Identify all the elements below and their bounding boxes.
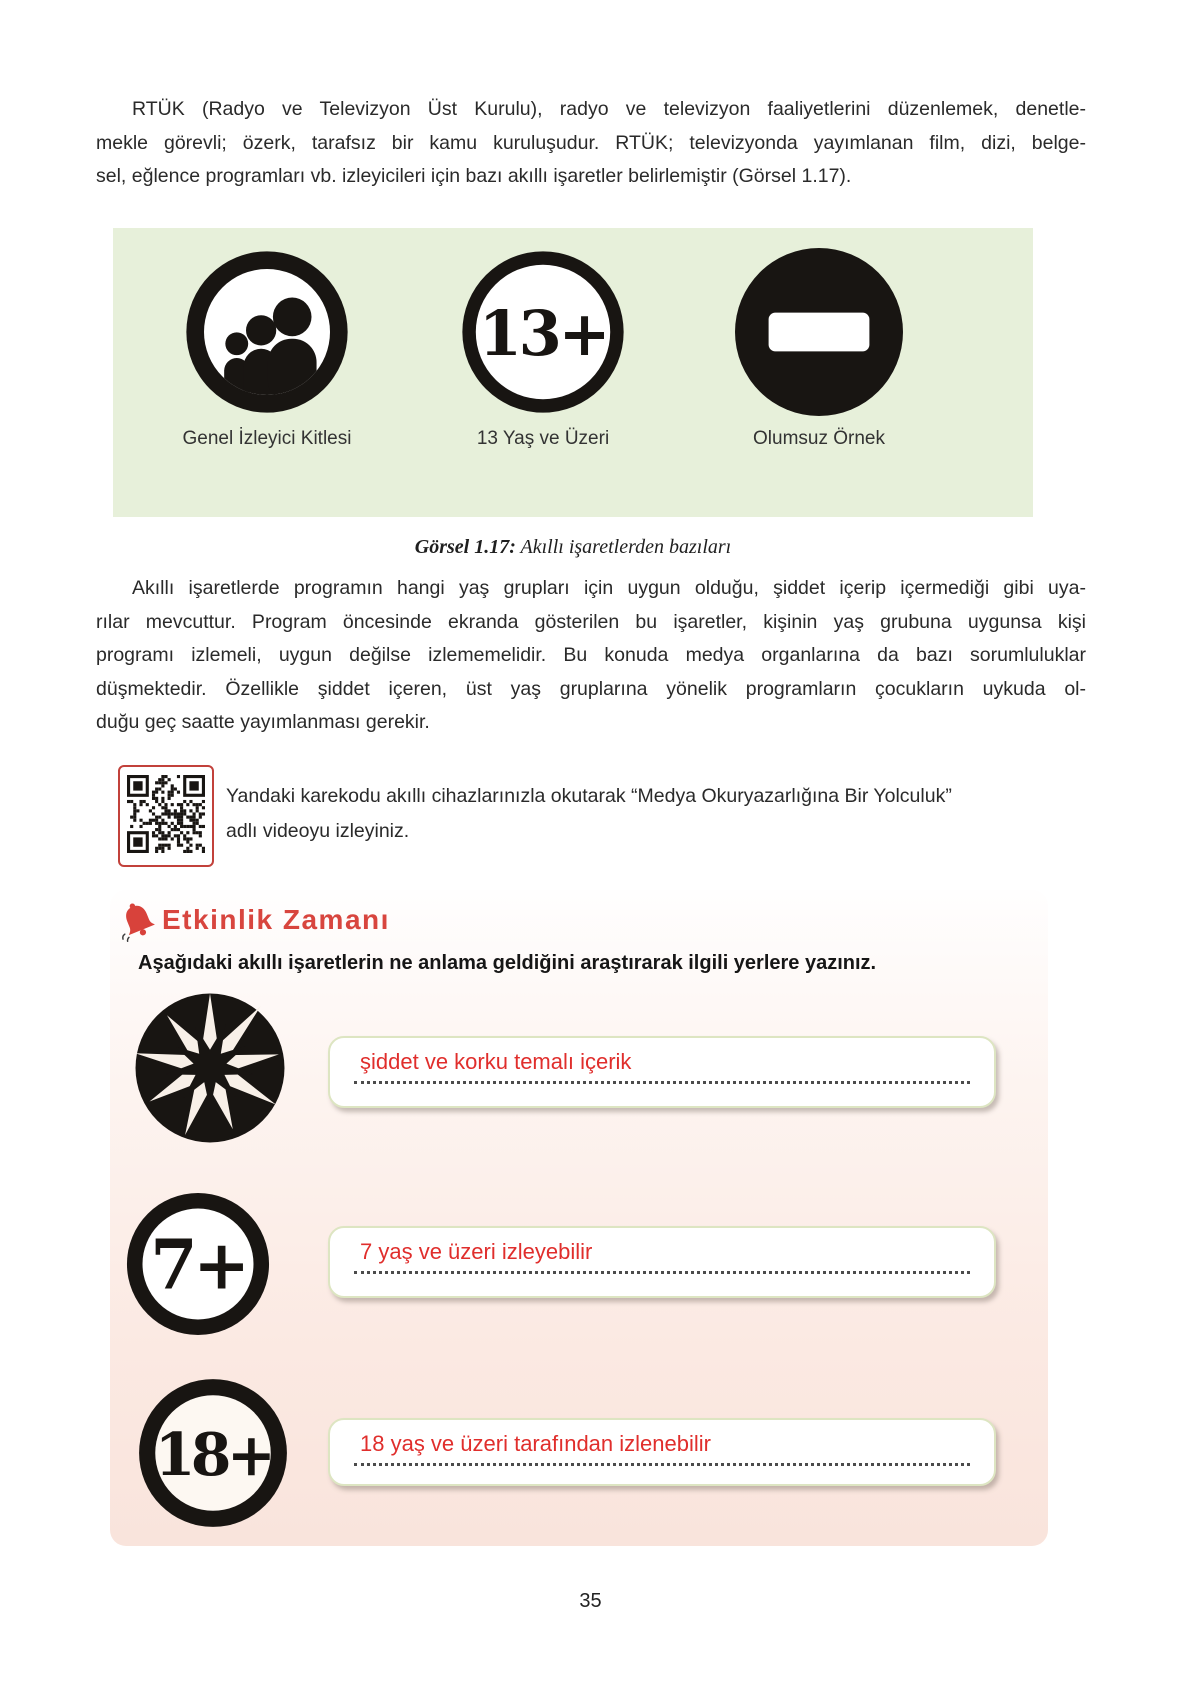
bell-icon — [118, 898, 158, 944]
age-18-plus-icon — [136, 1376, 290, 1530]
answer-text: 18 yaş ve üzeri tarafından izlenebilir — [360, 1431, 711, 1456]
family-audience-icon — [183, 248, 351, 416]
paragraph-line: programı izlemeli, uygun değilse izlememelidir. Bu konuda medya organlarına da bazı sorumluluklar — [96, 644, 1086, 666]
activity-instruction: Aşağıdaki akıllı işaretlerin ne anlama geldiğini araştırarak ilgili yerlere yazınız. — [138, 952, 877, 974]
figure-item-label: 13 Yaş ve Üzeri — [476, 428, 610, 449]
activity-panel — [110, 890, 1048, 1546]
activity-header — [118, 898, 390, 944]
paragraph-line: Akıllı işaretlerde programın hangi yaş grupları için uygun olduğu, şiddet içerip içermediği gibi uya- — [132, 577, 1086, 599]
dotted-answer-line — [354, 1271, 970, 1274]
answer-box — [328, 1226, 996, 1298]
paragraph-line: RTÜK (Radyo ve Televizyon Üst Kurulu), radyo ve televizyon faaliyetlerini düzenlemek, denetle- — [132, 98, 1086, 120]
age-13-plus-icon — [459, 248, 627, 416]
negative-example-icon — [735, 248, 903, 416]
figure-item — [405, 248, 681, 517]
paragraph-line: mekle görevli; özerk, tarafsız bir kamu kuruluşudur. RTÜK; televizyonda yayımlanan film, dizi, belge- — [96, 131, 1086, 154]
paragraph-line: rılar mevcuttur. Program öncesinde ekranda gösterilen bu işaretler, kişinin yaş grubuna uygunsa kişi — [96, 610, 1086, 633]
qr-instruction — [226, 779, 1076, 849]
page-number: 35 — [579, 1590, 602, 1612]
figure-box — [113, 228, 1033, 517]
badge-text: 7+ — [150, 1225, 246, 1306]
figure-item-label: Olumsuz Örnek — [753, 428, 885, 449]
intro-paragraph — [96, 93, 1086, 194]
figure-item — [129, 248, 405, 517]
qr-instruction-line: Yandaki karekodu akıllı cihazlarınızla okutarak “Medya Okuryazarlığına Bir Yolculuk” — [226, 785, 952, 807]
violence-fear-icon — [134, 992, 286, 1144]
figure-item-label: Genel İzleyici Kitlesi — [182, 428, 352, 449]
age-7-plus-icon — [124, 1190, 272, 1338]
figure-caption — [113, 536, 1033, 559]
badge-text: 13+ — [478, 297, 608, 371]
caption-text: Akıllı işaretlerden bazıları — [515, 536, 732, 558]
paragraph-line: sel, eğlence programları vb. izleyicileri için bazı akıllı işaretler belirlemiştir (Görsel 1.17). — [96, 165, 852, 187]
answer-box — [328, 1036, 996, 1108]
caption-title: Görsel 1.17: — [414, 536, 516, 558]
body-paragraph — [96, 572, 1086, 740]
dotted-answer-line — [354, 1463, 970, 1466]
qr-frame — [118, 765, 214, 867]
paragraph-line: duğu geç saatte yayımlanması gerekir. — [96, 711, 430, 733]
qr-code — [127, 775, 205, 858]
dotted-answer-line — [354, 1081, 970, 1084]
answer-text: 7 yaş ve üzeri izleyebilir — [360, 1239, 593, 1264]
paragraph-line: düşmektedir. Özellikle şiddet içeren, üst yaş gruplarına yönelik programların çocukların uykuda ol- — [96, 677, 1086, 700]
answer-box — [328, 1418, 996, 1486]
activity-title: Etkinlik Zamanı — [162, 904, 390, 935]
badge-text: 18+ — [154, 1420, 272, 1490]
answer-text: şiddet ve korku temalı içerik — [360, 1049, 632, 1074]
qr-instruction-line: adlı videoyu izleyiniz. — [226, 820, 410, 842]
figure-item — [681, 248, 957, 517]
